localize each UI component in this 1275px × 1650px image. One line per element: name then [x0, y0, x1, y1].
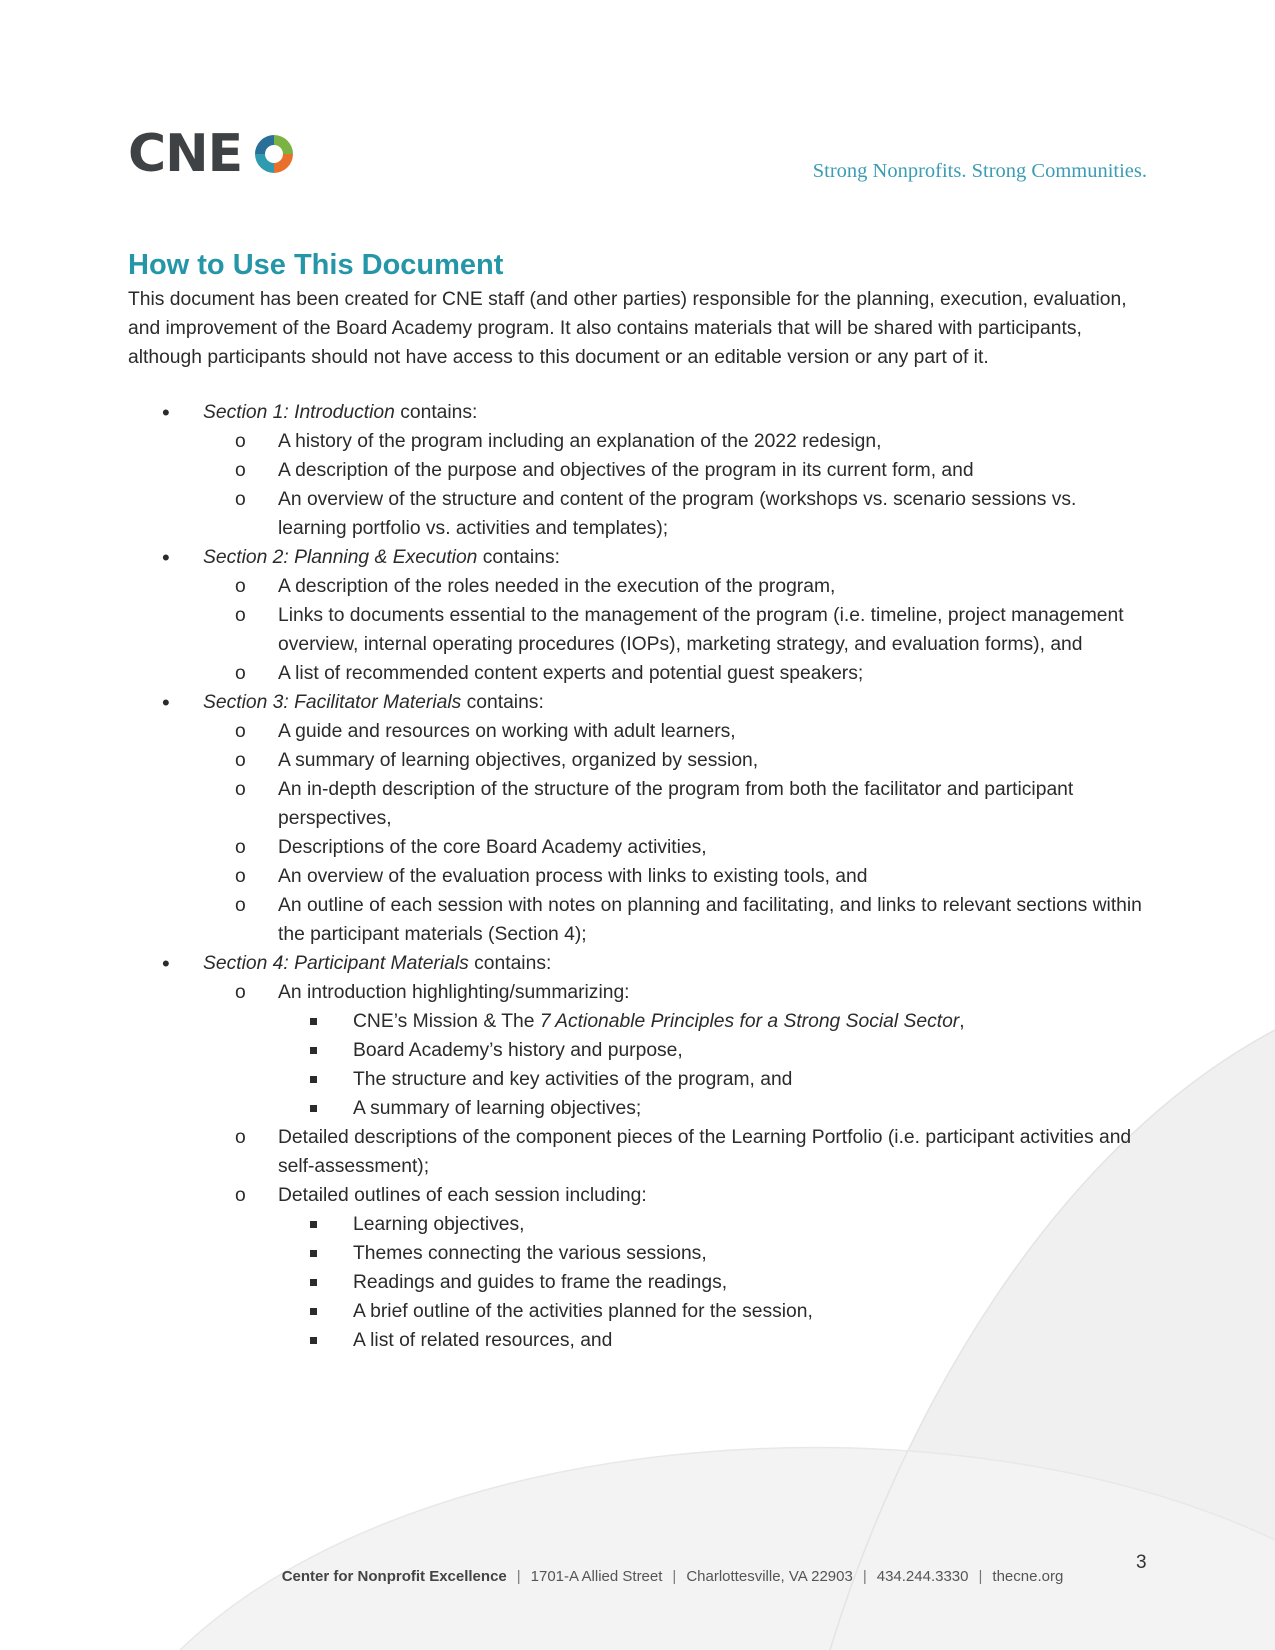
page-number: 3: [1136, 1552, 1147, 1573]
intro-summary-sublist: [278, 1007, 1150, 1123]
section-2-sublist: [203, 572, 1150, 688]
section-1-suffix: contains:: [394, 401, 478, 423]
section-1-item: [128, 398, 1150, 543]
cne-swirl-icon: [252, 132, 296, 176]
section-3-suffix: contains:: [461, 691, 544, 713]
session-outlines-label: Detailed outlines of each session including:: [278, 1184, 647, 1206]
list-item: o A summary of learning objectives, organized by session,: [203, 746, 1150, 775]
list-item: o An overview of the structure and content of the program (workshops vs. scenario sessions vs. learning portfolio vs. activities and templates);: [203, 485, 1150, 543]
cne-logo: [128, 124, 296, 184]
section-1-sublist: [203, 427, 1150, 543]
list-item: Board Academy’s history and purpose,: [278, 1036, 1150, 1065]
list-item: o An outline of each session with notes on planning and facilitating, and links to relevant sections within the participant materials (Section 4);: [203, 891, 1150, 949]
page-footer: [0, 1568, 1275, 1585]
list-item: A brief outline of the activities planned for the session,: [278, 1297, 1150, 1326]
section-2-title: Section 2: Planning & Execution: [203, 546, 478, 568]
footer-city: Charlottesville, VA 22903: [686, 1568, 853, 1585]
session-outlines-item: [203, 1181, 1150, 1355]
page-title: How to Use This Document: [128, 249, 504, 281]
list-item: o An in-depth description of the structure of the program from both the facilitator and participant perspectives,: [203, 775, 1150, 833]
section-2-item: [128, 543, 1150, 688]
section-list: [128, 398, 1150, 1355]
section-3-sublist: [203, 717, 1150, 949]
section-1-title: Section 1: Introduction: [203, 401, 395, 423]
document-body: [128, 248, 1150, 1355]
intro-summary-item: [203, 978, 1150, 1123]
list-item: Readings and guides to frame the readings,: [278, 1268, 1150, 1297]
footer-website: thecne.org: [992, 1568, 1064, 1585]
footer-separator: |: [862, 1568, 867, 1585]
footer-phone: 434.244.3330: [876, 1568, 969, 1585]
list-item: A summary of learning objectives;: [278, 1094, 1150, 1123]
footer-separator: |: [516, 1568, 521, 1585]
logo-text: CNE: [128, 124, 243, 184]
list-item: o Descriptions of the core Board Academy activities,: [203, 833, 1150, 862]
principles-title: 7 Actionable Principles for a Strong Social Sector: [539, 1010, 960, 1032]
page-header: [128, 124, 1147, 188]
section-4-suffix: contains:: [468, 952, 552, 974]
footer-org: Center for Nonprofit Excellence: [281, 1568, 507, 1585]
section-3-title: Section 3: Facilitator Materials: [203, 691, 462, 713]
intro-summary-label: An introduction highlighting/summarizing:: [278, 981, 630, 1003]
list-item: The structure and key activities of the program, and: [278, 1065, 1150, 1094]
section-3-item: [128, 688, 1150, 949]
list-item: o A description of the roles needed in the execution of the program,: [203, 572, 1150, 601]
section-4-item: [128, 949, 1150, 1355]
footer-separator: |: [672, 1568, 677, 1585]
intro-paragraph: This document has been created for CNE staff (and other parties) responsible for the planning, execution, evaluation, and improvement of the Board Academy program. It also contains materials that will be shared with participants, although participants should not have access to this document or an editable version or any part of it.: [128, 288, 1127, 368]
list-item: o A history of the program including an explanation of the 2022 redesign,: [203, 427, 1150, 456]
list-item: o An overview of the evaluation process with links to existing tools, and: [203, 862, 1150, 891]
list-item: o Detailed descriptions of the component pieces of the Learning Portfolio (i.e. participant activities and self-assessment);: [203, 1123, 1150, 1181]
list-item: Learning objectives,: [278, 1210, 1150, 1239]
list-item: o Links to documents essential to the management of the program (i.e. timeline, project management overview, internal operating procedures (IOPs), marketing strategy, and evaluation forms), and: [203, 601, 1150, 659]
section-4-title: Section 4: Participant Materials: [203, 952, 469, 974]
mission-prefix: CNE’s Mission & The: [353, 1010, 540, 1032]
session-outlines-sublist: [278, 1210, 1150, 1355]
tagline: Strong Nonprofits. Strong Communities.: [812, 160, 1147, 182]
list-item: A list of related resources, and: [278, 1326, 1150, 1355]
list-item: [278, 1007, 1150, 1036]
list-item: o A description of the purpose and objectives of the program in its current form, and: [203, 456, 1150, 485]
footer-separator: |: [978, 1568, 983, 1585]
section-2-suffix: contains:: [477, 546, 560, 568]
mission-suffix: ,: [959, 1010, 965, 1032]
section-4-sublist: [203, 978, 1150, 1355]
list-item: o A list of recommended content experts and potential guest speakers;: [203, 659, 1150, 688]
list-item: o A guide and resources on working with adult learners,: [203, 717, 1150, 746]
footer-address: 1701-A Allied Street: [530, 1568, 663, 1585]
list-item: Themes connecting the various sessions,: [278, 1239, 1150, 1268]
